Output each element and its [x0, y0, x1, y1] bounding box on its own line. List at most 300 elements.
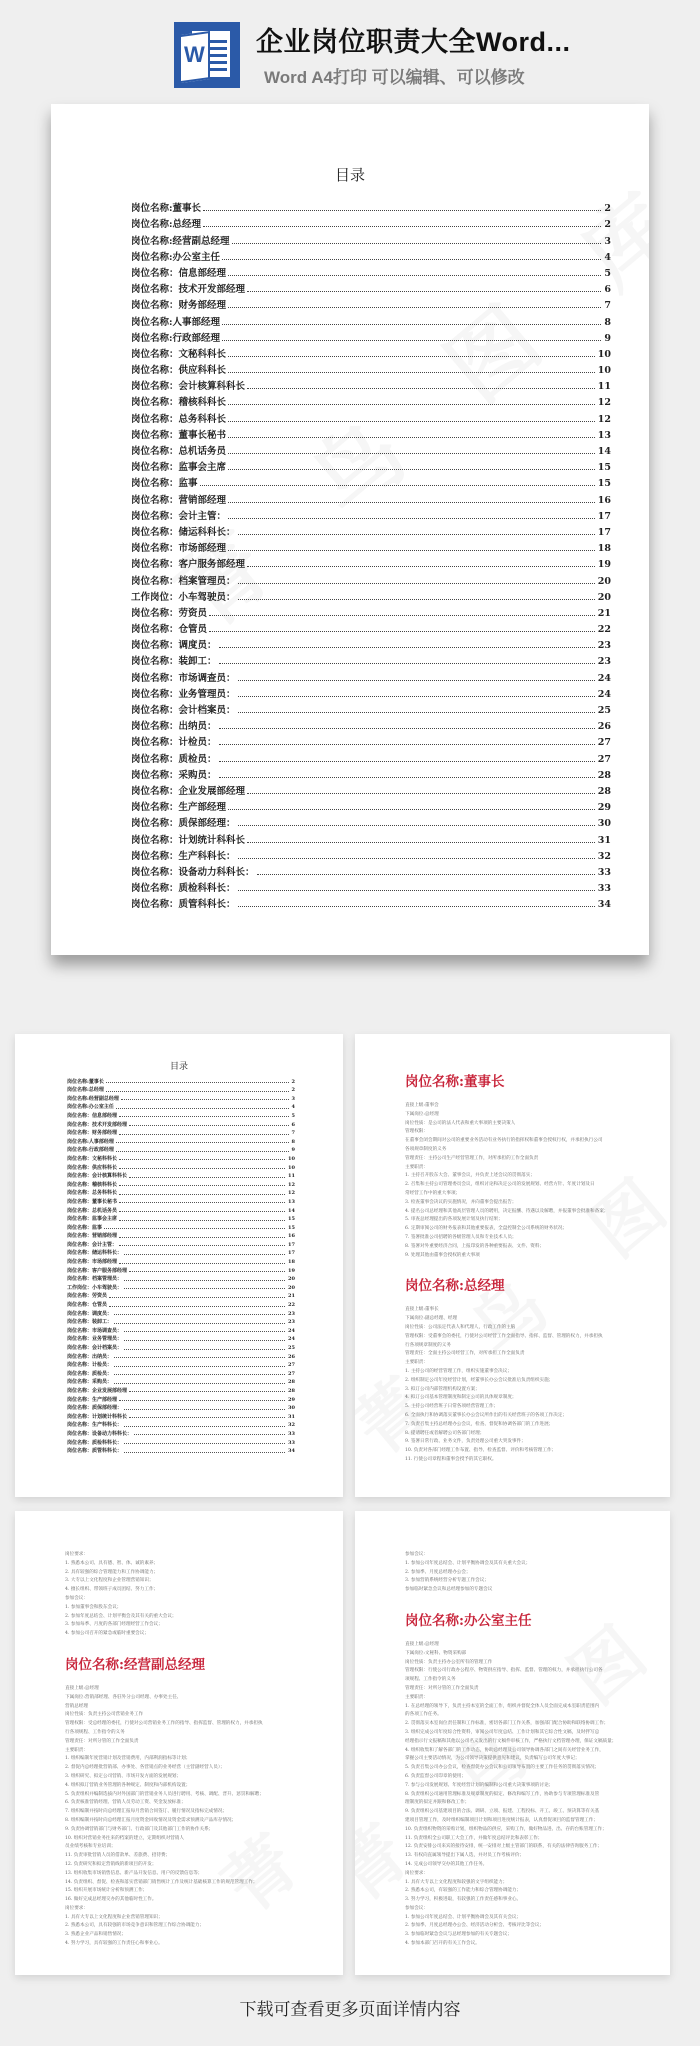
toc-entry[interactable]: [67, 1214, 295, 1223]
toc-entry[interactable]: [131, 214, 611, 230]
toc-entry-label: 工作岗位：小车驾驶员：: [131, 591, 236, 603]
toc-entry-page: 7: [291, 1130, 295, 1137]
toc-entry[interactable]: [131, 457, 611, 473]
toc-entry[interactable]: [67, 1291, 295, 1300]
toc-entry-label: 岗位名称：业务管理员：: [131, 688, 236, 700]
toc-entry-label: 岗位名称：营销部经理: [67, 1233, 118, 1240]
body-text-line: 7. 签署批准公司招聘的各级管理人员和专业技术人员；: [405, 1234, 517, 1240]
toc-entry[interactable]: [131, 846, 611, 862]
toc-entry-label: 岗位名称：技术开发部经理: [67, 1121, 128, 1128]
body-text-line: 直接上级:董事会: [405, 1103, 439, 1108]
toc-entry-page: 33: [288, 1439, 295, 1446]
toc-leader-dots: [219, 647, 595, 648]
body-text-line: 2. 召集和主持公司管理委员会议，组织讨论和决定公司的发展规划、经营方针、年度计划及日: [405, 1182, 595, 1188]
toc-entry[interactable]: [67, 1196, 295, 1205]
toc-leader-dots: [238, 583, 595, 584]
toc-entry[interactable]: [67, 1377, 295, 1386]
toc-entry-page: 33: [288, 1430, 295, 1437]
toc-entry[interactable]: [131, 651, 611, 667]
body-text-line: 13. 有权向直属领导提出下属人选，并对员工作考核评价；: [405, 1853, 525, 1859]
toc-leader-dots: [116, 1108, 289, 1109]
body-text-line: 2. 督促内总经理批营销部、办事处、各营销点的业务经营（主营副经营人员）；: [65, 1765, 225, 1771]
body-text-line: 12. 负责安排公司来宾的接待安排，统一安排对上级主管部门的联系，有关的法律咨询服务工作；: [405, 1844, 603, 1850]
toc-entry-page: 5: [291, 1112, 295, 1119]
toc-entry-page: 15: [288, 1224, 295, 1231]
toc-leader-dots: [124, 1452, 285, 1453]
body-text-line: 岗位性质：公司法定代表人和代理人，行政工作的主脑: [405, 1324, 516, 1330]
download-more-link[interactable]: 下载可查看更多页面详情内容: [239, 2000, 461, 2020]
toc-entry-page: 2: [604, 219, 611, 231]
toc-entry[interactable]: [67, 1446, 295, 1455]
toc-entry[interactable]: [67, 1265, 295, 1274]
body-text-line: 8. 签署对外重要经济合同，上报印发的各种重要报表、文件、资料；: [405, 1243, 545, 1249]
body-text-line: 15. 组织开展市场统计分析和预测工作；: [65, 1888, 148, 1894]
toc-entry-page: 10: [288, 1155, 295, 1162]
toc-entry-page: 14: [288, 1207, 295, 1214]
toc-leader-dots: [219, 663, 595, 664]
toc-entry[interactable]: [131, 748, 611, 764]
toc-entry[interactable]: [131, 716, 611, 732]
toc-entry[interactable]: [131, 878, 611, 894]
toc-entry[interactable]: [131, 295, 611, 311]
toc-entry-label: 岗位名称:董事长: [131, 203, 202, 215]
toc-leader-dots: [129, 1177, 285, 1178]
toc-leader-dots: [209, 631, 595, 632]
toc-entry[interactable]: [67, 1171, 295, 1180]
toc-leader-dots: [121, 1099, 289, 1100]
toc-entry-label: 岗位名称：档案管理员：: [131, 575, 236, 587]
toc-entry[interactable]: [67, 1342, 295, 1351]
section-heading: 岗位名称:经营副总经理: [65, 1656, 205, 1673]
toc-entry-page: 21: [597, 607, 611, 619]
body-text-line: 11. 行使公司章程和董事会授予的其它职权。: [405, 1456, 497, 1462]
body-text-line: 8. 组织编制并按时向总经理汇报月度资金回收情况及资金需求预测及产品库存情况；: [65, 1817, 237, 1823]
toc-entry-page: 18: [597, 543, 611, 555]
toc-entry-label: 岗位名称:经营副总经理: [131, 235, 230, 247]
toc-entry[interactable]: [131, 441, 611, 457]
toc-entry[interactable]: [67, 1145, 295, 1154]
toc-entry[interactable]: [131, 732, 611, 748]
toc-entry-page: 6: [604, 284, 611, 296]
toc-entry-page: 27: [597, 753, 611, 765]
body-text-line: 主要职责：: [405, 1694, 428, 1700]
toc-entry-label: 岗位名称：客户服务部经理: [131, 559, 246, 571]
word-icon-letter: W: [184, 42, 205, 67]
toc-entry[interactable]: [67, 1282, 295, 1291]
toc-entry-page: 16: [288, 1233, 295, 1240]
toc-entry-label: 岗位名称：会计档案员：: [131, 705, 236, 716]
toc-entry[interactable]: [67, 1299, 295, 1308]
toc-entry-label: 岗位名称：会计档案员：: [67, 1345, 123, 1351]
toc-entry-page: 33: [597, 883, 611, 895]
preview-page-1: [15, 1034, 343, 1497]
body-text-line: 常经营工作中的重大事项；: [405, 1190, 461, 1196]
toc-leader-dots: [119, 1159, 285, 1160]
toc-entry[interactable]: [131, 765, 611, 781]
toc-entry[interactable]: [131, 619, 611, 635]
toc-entry-label: 岗位名称:总经理: [67, 1087, 104, 1094]
toc-entry[interactable]: [131, 797, 611, 813]
toc-entry-label: 岗位名称：监事: [67, 1224, 103, 1231]
toc-leader-dots: [114, 1357, 285, 1358]
toc-leader-dots: [238, 825, 595, 826]
body-text-line: 2. 熟悉本公司，具有较强的市场竞争意识和管理工作综合协调能力；: [65, 1923, 205, 1929]
toc-entry[interactable]: [67, 1085, 295, 1094]
body-text-line: 4. 组织收集和了解各部门的工作动态，协助总经理及公司领导协调各部门之间有关经营业务工作，: [405, 1747, 604, 1753]
toc-entry-label: 岗位名称：设备动力科科长：: [67, 1430, 133, 1437]
toc-entry[interactable]: [131, 781, 611, 797]
toc-entry-page: 15: [288, 1216, 295, 1223]
toc-entry[interactable]: [131, 538, 611, 554]
toc-entry[interactable]: [131, 247, 611, 263]
body-text-line: 9. 签署日常行政、业务文件，负责处理公司重大突发事件；: [405, 1439, 526, 1445]
toc-entry[interactable]: [67, 1153, 295, 1162]
body-text-line: 6. 定期审阅公司的财务报表和其他重要报表，全盘控制全公司系统的财务状况；: [405, 1226, 568, 1232]
preview-page-4: [355, 1511, 670, 1975]
toc-entry-page: 23: [288, 1319, 295, 1326]
toc-entry[interactable]: [67, 1248, 295, 1257]
toc-entry[interactable]: [67, 1188, 295, 1197]
toc-entry-label: 岗位名称：质检员：: [131, 753, 217, 765]
toc-entry-page: 10: [597, 348, 611, 360]
toc-entry-label: 岗位名称:总经理: [131, 219, 202, 231]
toc-entry-page: 17: [288, 1241, 295, 1248]
toc-entry-page: 11: [288, 1173, 295, 1180]
body-text-line: 行各项规章制度的义务: [405, 1342, 451, 1348]
toc-leader-dots: [124, 1280, 285, 1281]
toc-entry[interactable]: [131, 667, 611, 683]
toc-entry[interactable]: [67, 1420, 295, 1429]
toc-leader-dots: [238, 680, 595, 681]
toc-entry-page: 21: [288, 1293, 295, 1300]
toc-list: [131, 198, 611, 910]
toc-entry-label: 岗位名称：质检科科长：: [67, 1439, 123, 1446]
body-text-line: 14. 负责组织、督促、检查和落实营销部门销售统计工作及统计基础核算工作的规范管理工作；: [65, 1879, 258, 1885]
toc-entry[interactable]: [131, 813, 611, 829]
body-text-line: 3. 检查董事会决议的实施情况，并向董事会提出报告；: [405, 1199, 517, 1205]
toc-entry-label: 岗位名称：质保部经理：: [67, 1405, 123, 1412]
toc-entry-page: 19: [597, 559, 611, 571]
body-text-line: 2. 熟悉本公司，有较强的工作能力和综合管理协调能力；: [405, 1888, 522, 1894]
toc-leader-dots: [124, 1254, 285, 1255]
toc-entry-page: 16: [597, 494, 611, 506]
body-text-line: 的各项工作任务。: [405, 1712, 442, 1718]
body-text-line: 5. 主持公司经营班子日常各项经营管理工作；: [405, 1404, 499, 1410]
toc-entry[interactable]: [131, 506, 611, 522]
body-text-line: 2. 具有较强的综合管理能力和工作协调能力；: [65, 1569, 159, 1575]
toc-entry[interactable]: [67, 1093, 295, 1102]
toc-entry[interactable]: [67, 1179, 295, 1188]
body-text-line: 1. 组织编制年度营销计划及营销费用，内部利润指标等计划；: [65, 1756, 191, 1762]
body-text-line: 3. 参加每季、月度的各部门经理经营工作会议；: [65, 1622, 163, 1628]
body-text-line: 建项目管理工作，及时组织编制项目计划和项目进度统计报表，认真督促项目的监督管理工作；: [405, 1817, 598, 1823]
toc-entry[interactable]: [67, 1368, 295, 1377]
toc-entry-page: 3: [291, 1095, 295, 1102]
toc-entry[interactable]: [131, 230, 611, 246]
toc-entry[interactable]: [67, 1385, 295, 1394]
toc-entry-page: 8: [291, 1138, 295, 1145]
body-text-line: 下属岗位:总经理: [405, 1111, 439, 1117]
toc-leader-dots: [200, 485, 595, 486]
toc-leader-dots: [238, 696, 595, 697]
body-text-line: 6. 负责监督公司印章的使用；: [405, 1773, 466, 1779]
preview-page-toc-large: [51, 104, 649, 955]
toc-leader-dots: [247, 793, 595, 794]
page-content: [405, 1551, 634, 1949]
toc-entry-label: 岗位名称：市场调查员：: [131, 672, 236, 684]
toc-entry[interactable]: [131, 489, 611, 505]
toc-entry-label: 岗位名称：市场调查员：: [67, 1327, 123, 1334]
toc-leader-dots: [228, 372, 595, 373]
body-text-line: 6. 负责核准营销经理、营销人员劳动工资、奖金发放标准；: [65, 1800, 186, 1806]
toc-entry[interactable]: [67, 1136, 295, 1145]
toc-entry-label: 岗位名称：调度员：: [67, 1310, 113, 1317]
toc-entry-label: 岗位名称：生产部经理: [131, 802, 227, 814]
toc-leader-dots: [119, 1211, 285, 1212]
body-text-line: 下属岗位:营销部经理、各驻外分公司经理、办事处主任、: [65, 1694, 182, 1700]
toc-entry[interactable]: [131, 894, 611, 910]
body-text-line: 10. 负责对各部门经理工作布置、指导、检查监督、评价和考核管理工作；: [405, 1448, 557, 1454]
toc-entry[interactable]: [67, 1222, 295, 1231]
toc-entry[interactable]: [67, 1162, 295, 1171]
toc-entry[interactable]: [131, 360, 611, 376]
toc-entry[interactable]: [131, 263, 611, 279]
body-text-line: 营销总经理: [65, 1703, 88, 1709]
toc-entry-page: 25: [288, 1345, 295, 1351]
toc-entry-label: 岗位名称:行政部经理: [131, 332, 221, 344]
toc-entry[interactable]: [131, 554, 611, 570]
body-text-line: 1. 参加董事会和股东会议；: [65, 1604, 122, 1610]
toc-entry[interactable]: [67, 1325, 295, 1334]
toc-title-small: 目录: [169, 1062, 188, 1072]
body-text-line: 管理责任：对所分管的工作全面负责: [405, 1685, 479, 1691]
toc-entry-page: 9: [604, 332, 611, 344]
toc-leader-dots: [114, 1383, 285, 1384]
toc-entry-page: 12: [597, 397, 611, 409]
body-text-line: 5. 负责召集公司办公会议，检查督促办公会议和公司领导布置的主要工作任务的贯彻落实情况；: [405, 1765, 600, 1771]
toc-entry[interactable]: [131, 311, 611, 327]
body-text-line: 主要职责：: [405, 1164, 428, 1170]
toc-entry-label: 岗位名称：监事: [131, 478, 198, 490]
toc-entry-label: 岗位名称：质保部经理：: [131, 818, 236, 830]
body-text-line: 掌握公司主要活动情况，为公司领导决策提供意见和建议，负责编写公司年度大事记；: [405, 1756, 580, 1762]
body-text-line: 3. 熟悉企业产品和销售情况；: [65, 1932, 126, 1938]
toc-entry-page: 19: [288, 1267, 295, 1274]
toc-list-small: [67, 1076, 295, 1454]
toc-entry-label: 岗位名称：设备动力科科长：: [131, 866, 255, 878]
document-title: 企业岗位职责大全Word...: [256, 27, 571, 57]
body-text-line: 1. 具有大专以上文化程度和较强的文字组织能力；: [405, 1879, 508, 1885]
toc-entry[interactable]: [131, 587, 611, 603]
toc-entry-label: 岗位名称：劳资员: [131, 607, 208, 619]
toc-entry-label: 岗位名称：计检员：: [131, 737, 217, 749]
toc-leader-dots: [129, 1125, 289, 1126]
body-text-line: 管理权限：行使公司行政办公程序、物资供应指导、指挥、监督、管理的权力，并承担执行公司各: [405, 1668, 603, 1674]
page-content: [405, 1056, 634, 1465]
toc-leader-dots: [124, 1443, 285, 1444]
toc-entry-label: 岗位名称：技术开发部经理: [131, 284, 246, 296]
toc-entry-page: 28: [597, 769, 611, 781]
body-text-line: 理制度的拟定并跟和修改工作；: [405, 1800, 470, 1806]
preview-page-3: [15, 1511, 343, 1975]
toc-entry-page: 12: [288, 1190, 295, 1197]
toc-entry-page: 3: [604, 235, 611, 247]
toc-entry[interactable]: [67, 1076, 295, 1085]
toc-leader-dots: [124, 1340, 285, 1341]
toc-leader-dots: [228, 469, 595, 470]
toc-leader-dots: [228, 502, 595, 503]
toc-entry-page: 28: [288, 1387, 295, 1394]
toc-entry-label: 岗位名称：信息部经理: [67, 1112, 118, 1119]
toc-entry-page: 15: [597, 462, 611, 474]
toc-entry-label: 岗位名称：会计核算科科长: [131, 381, 246, 393]
toc-entry-page: 20: [288, 1284, 295, 1291]
toc-entry[interactable]: [131, 376, 611, 392]
toc-entry-label: 岗位名称：档案管理员：: [67, 1276, 123, 1283]
toc-entry-label: 岗位名称：仓管员: [131, 624, 208, 636]
body-text-line: 管理责任：主持公司生产经营管理工作，对所承担的工作全面负责: [405, 1155, 539, 1161]
toc-entry[interactable]: [131, 279, 611, 295]
toc-entry[interactable]: [131, 603, 611, 619]
toc-entry-page: 28: [597, 785, 611, 797]
section-heading: 岗位名称:总经理: [405, 1278, 505, 1295]
toc-entry[interactable]: [131, 570, 611, 586]
body-text-line: 参加会议：: [65, 1595, 88, 1601]
toc-entry-label: 岗位名称：营销部经理: [131, 494, 227, 506]
toc-entry-page: 10: [288, 1164, 295, 1171]
toc-entry[interactable]: [131, 684, 611, 700]
toc-entry[interactable]: [131, 635, 611, 651]
toc-leader-dots: [247, 566, 595, 567]
toc-entry-page: 10: [597, 365, 611, 377]
body-text-line: 2. 参加年度总结会、计划平衡会及其有关的重大会议；: [65, 1613, 177, 1619]
toc-entry[interactable]: [131, 862, 611, 878]
toc-entry[interactable]: [67, 1403, 295, 1412]
body-text-line: 1. 具有大专以上文化程度和企业营销管理知识；: [65, 1914, 163, 1920]
toc-entry[interactable]: [131, 408, 611, 424]
toc-entry-label: 岗位名称：仓管员: [67, 1302, 108, 1309]
toc-entry-page: 33: [597, 866, 611, 878]
toc-entry[interactable]: [67, 1360, 295, 1369]
toc-entry[interactable]: [131, 473, 611, 489]
body-text-line: 3. 组织完成公司年度综合性资料，审阅公司年度总结、工作计划和其它综合性文稿，及时拌写总: [405, 1729, 600, 1735]
toc-entry[interactable]: [67, 1351, 295, 1360]
toc-entry[interactable]: [131, 392, 611, 408]
toc-leader-dots: [119, 1263, 285, 1264]
toc-leader-dots: [222, 340, 601, 341]
toc-leader-dots: [106, 1091, 289, 1092]
toc-entry-label: 岗位名称：稽核科科长: [67, 1181, 118, 1188]
toc-entry[interactable]: [67, 1411, 295, 1420]
body-text-line: 管理责任：对所分管的工作全面负责: [65, 1738, 139, 1744]
toc-entry-label: 岗位名称:办公室主任: [67, 1104, 114, 1111]
body-text-line: 直接上级:总经理: [405, 1641, 439, 1647]
toc-entry-label: 岗位名称：出纳员：: [67, 1353, 113, 1360]
toc-entry[interactable]: [67, 1317, 295, 1326]
body-text-line: 管理权限：受总经理的委托，行使对公司营销业务工作的指导、指挥监督、管理的权力，并承担执: [65, 1721, 263, 1727]
toc-leader-dots: [228, 518, 595, 519]
body-text-line: 管理权限：: [405, 1129, 428, 1135]
toc-entry-label: 岗位名称：市场部经理: [131, 543, 227, 555]
preview-page-2: [355, 1034, 670, 1497]
body-text-line: 参加会议：: [405, 1552, 428, 1557]
toc-leader-dots: [232, 243, 602, 244]
body-text-line: 16. 做好完成总经理交办的其他临时性工作。: [65, 1897, 157, 1903]
toc-entry-label: 工作岗位：小车驾驶员：: [67, 1284, 123, 1291]
toc-entry-label: 岗位名称：总机话务员: [131, 446, 227, 457]
body-text-line: 8. 提请聘任或者解聘公司各部门经理；: [405, 1430, 485, 1436]
toc-entry[interactable]: [67, 1205, 295, 1214]
body-text-line: 10. 负责组织物资的采购计划，组织物品的供应，采购工作，做好物品进、出、存的台账管理工作；: [405, 1826, 607, 1832]
toc-entry[interactable]: [131, 328, 611, 344]
toc-leader-dots: [119, 1220, 285, 1221]
toc-entry[interactable]: [67, 1334, 295, 1343]
body-text-line: 行各项规程、工作指令的义务: [65, 1729, 125, 1735]
toc-entry-page: 24: [597, 672, 611, 684]
toc-leader-dots: [119, 1168, 285, 1169]
toc-entry-label: 岗位名称：计检员：: [67, 1362, 113, 1369]
toc-entry-page: 17: [597, 526, 611, 538]
toc-title: 目录: [334, 166, 365, 184]
toc-entry[interactable]: [131, 829, 611, 845]
body-text-line: 7. 负责召集主持总经理办公会议，检查、督促和协调各部门的工作进展；: [405, 1421, 554, 1427]
toc-entry-label: 岗位名称：供应科科长: [67, 1164, 118, 1171]
body-text-line: 11. 负责组织全公司职工大会工作，并做年度总结评比和表彰工作；: [405, 1835, 543, 1841]
toc-entry[interactable]: [67, 1102, 295, 1111]
toc-entry[interactable]: [67, 1110, 295, 1119]
body-text-line: 9. 负责协调营销部门与财务部门、行政部门及其他部门工作的协作关系；: [65, 1826, 214, 1832]
toc-entry[interactable]: [131, 198, 611, 214]
toc-entry[interactable]: [131, 425, 611, 441]
body-text-line: 管理权限：受董事会的委托，行使对公司经营工作全面指导、指挥、监督、管理的权力，并承担执: [405, 1333, 603, 1339]
toc-entry-page: 26: [597, 721, 611, 733]
toc-entry-page: 18: [288, 1259, 295, 1266]
toc-entry-page: 32: [288, 1422, 295, 1429]
toc-entry[interactable]: [131, 522, 611, 538]
toc-entry-page: 27: [288, 1362, 295, 1369]
toc-leader-dots: [247, 842, 595, 843]
toc-entry[interactable]: [67, 1308, 295, 1317]
body-text-line: 10. 组织对营销业务往来的档案的建立，定期组织对营销人: [65, 1835, 185, 1841]
toc-entry[interactable]: [131, 344, 611, 360]
toc-entry-label: 岗位名称：生产科科长：: [67, 1422, 123, 1429]
toc-entry[interactable]: [67, 1437, 295, 1446]
toc-entry-page: 15: [597, 478, 611, 490]
toc-entry[interactable]: [67, 1128, 295, 1137]
toc-entry[interactable]: [67, 1428, 295, 1437]
toc-leader-dots: [134, 1434, 285, 1435]
toc-entry-label: 岗位名称：总务科科长: [67, 1190, 118, 1197]
toc-entry-page: 27: [288, 1370, 295, 1377]
toc-entry[interactable]: [67, 1119, 295, 1128]
toc-entry-label: 岗位名称:董事长: [67, 1078, 104, 1085]
toc-leader-dots: [129, 1391, 285, 1392]
toc-entry-label: 岗位名称：出纳员：: [131, 721, 217, 733]
toc-entry[interactable]: [67, 1239, 295, 1248]
toc-entry[interactable]: [131, 700, 611, 716]
toc-leader-dots: [119, 1134, 289, 1135]
toc-entry[interactable]: [67, 1256, 295, 1265]
toc-entry[interactable]: [67, 1274, 295, 1283]
toc-leader-dots: [238, 858, 595, 859]
toc-entry[interactable]: [67, 1231, 295, 1240]
toc-entry-label: 岗位名称：质检科科长：: [131, 883, 236, 895]
toc-leader-dots: [238, 712, 595, 713]
toc-entry-page: 28: [288, 1379, 295, 1386]
toc-entry[interactable]: [67, 1394, 295, 1403]
body-text-line: 直接上级:董事长: [405, 1307, 439, 1313]
toc-leader-dots: [219, 761, 595, 762]
